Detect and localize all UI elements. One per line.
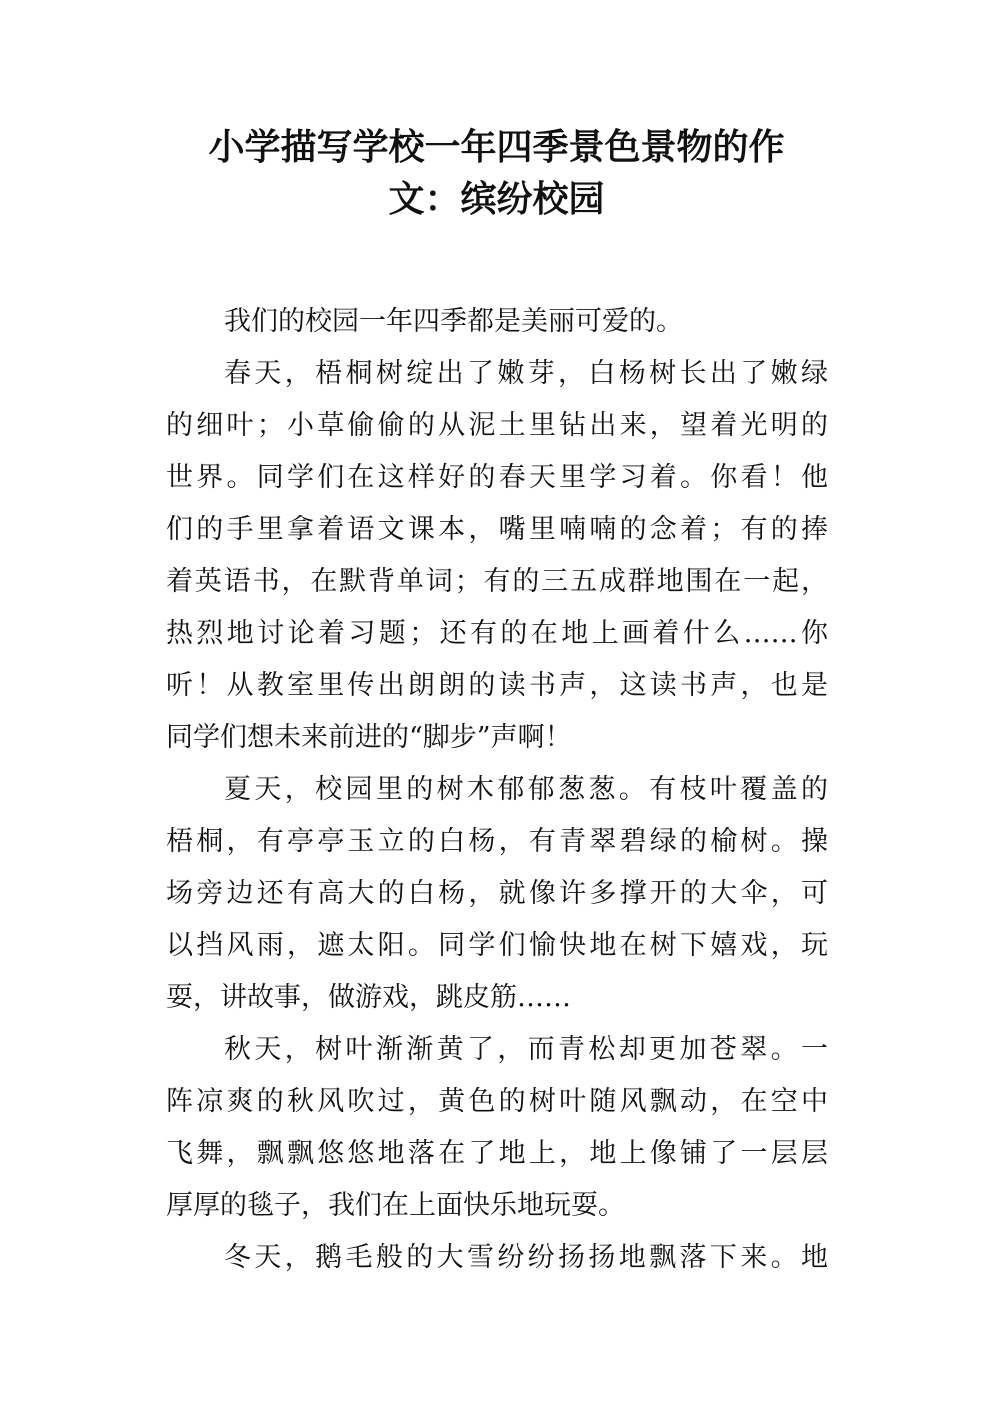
paragraph-line: 世界。同学们在这样好的春天里学习着。你看！他 xyxy=(166,462,828,493)
paragraph xyxy=(166,296,828,348)
paragraph-line: 场旁边还有高大的白杨，就像许多撑开的大伞，可 xyxy=(166,878,828,909)
paragraph-line: 们的手里拿着语文课本，嘴里喃喃的念着；有的捧 xyxy=(166,514,828,545)
paragraph xyxy=(166,1232,828,1284)
paragraph-line: 夏天，校园里的树木郁郁葱葱。有枝叶覆盖的 xyxy=(224,774,828,805)
paragraph-line: 春天，梧桐树绽出了嫩芽，白杨树长出了嫩绿 xyxy=(224,358,828,389)
paragraph xyxy=(166,1024,828,1232)
paragraph-line: 飞舞，飘飘悠悠地落在了地上，地上像铺了一层层 xyxy=(166,1138,828,1169)
document-title-line-1: 小学描写学校一年四季景色景物的作 xyxy=(208,127,785,168)
paragraph-line: 听！从教室里传出朗朗的读书声，这读书声，也是 xyxy=(166,670,828,701)
document-body xyxy=(166,296,828,1284)
document-title-line-2: 文：缤纷校园 xyxy=(388,179,605,220)
paragraph-line: 以挡风雨，遮太阳。同学们愉快地在树下嬉戏，玩 xyxy=(166,930,828,961)
paragraph-line: 冬天，鹅毛般的大雪纷纷扬扬地飘落下来。地 xyxy=(224,1242,828,1273)
paragraph-line: 厚厚的毯子，我们在上面快乐地玩耍。 xyxy=(166,1190,625,1221)
paragraph xyxy=(166,348,828,764)
paragraph-line: 热烈地讨论着习题；还有的在地上画着什么……你 xyxy=(166,618,828,649)
paragraph-line: 着英语书，在默背单词；有的三五成群地围在一起， xyxy=(166,566,828,597)
paragraph-line: 秋天，树叶渐渐黄了，而青松却更加苍翠。一 xyxy=(224,1034,828,1065)
paragraph-line: 我们的校园一年四季都是美丽可爱的。 xyxy=(224,306,683,337)
paragraph xyxy=(166,764,828,1024)
paragraph-line: 同学们想未来前进的“脚步”声啊！ xyxy=(166,722,572,753)
paragraph-line: 耍，讲故事，做游戏，跳皮筋…… xyxy=(166,982,571,1013)
paragraph-line: 的细叶；小草偷偷的从泥土里钻出来，望着光明的 xyxy=(166,410,828,441)
paragraph-line: 阵凉爽的秋风吹过，黄色的树叶随风飘动，在空中 xyxy=(166,1086,828,1117)
paragraph-line: 梧桐，有亭亭玉立的白杨，有青翠碧绿的榆树。操 xyxy=(166,826,828,857)
